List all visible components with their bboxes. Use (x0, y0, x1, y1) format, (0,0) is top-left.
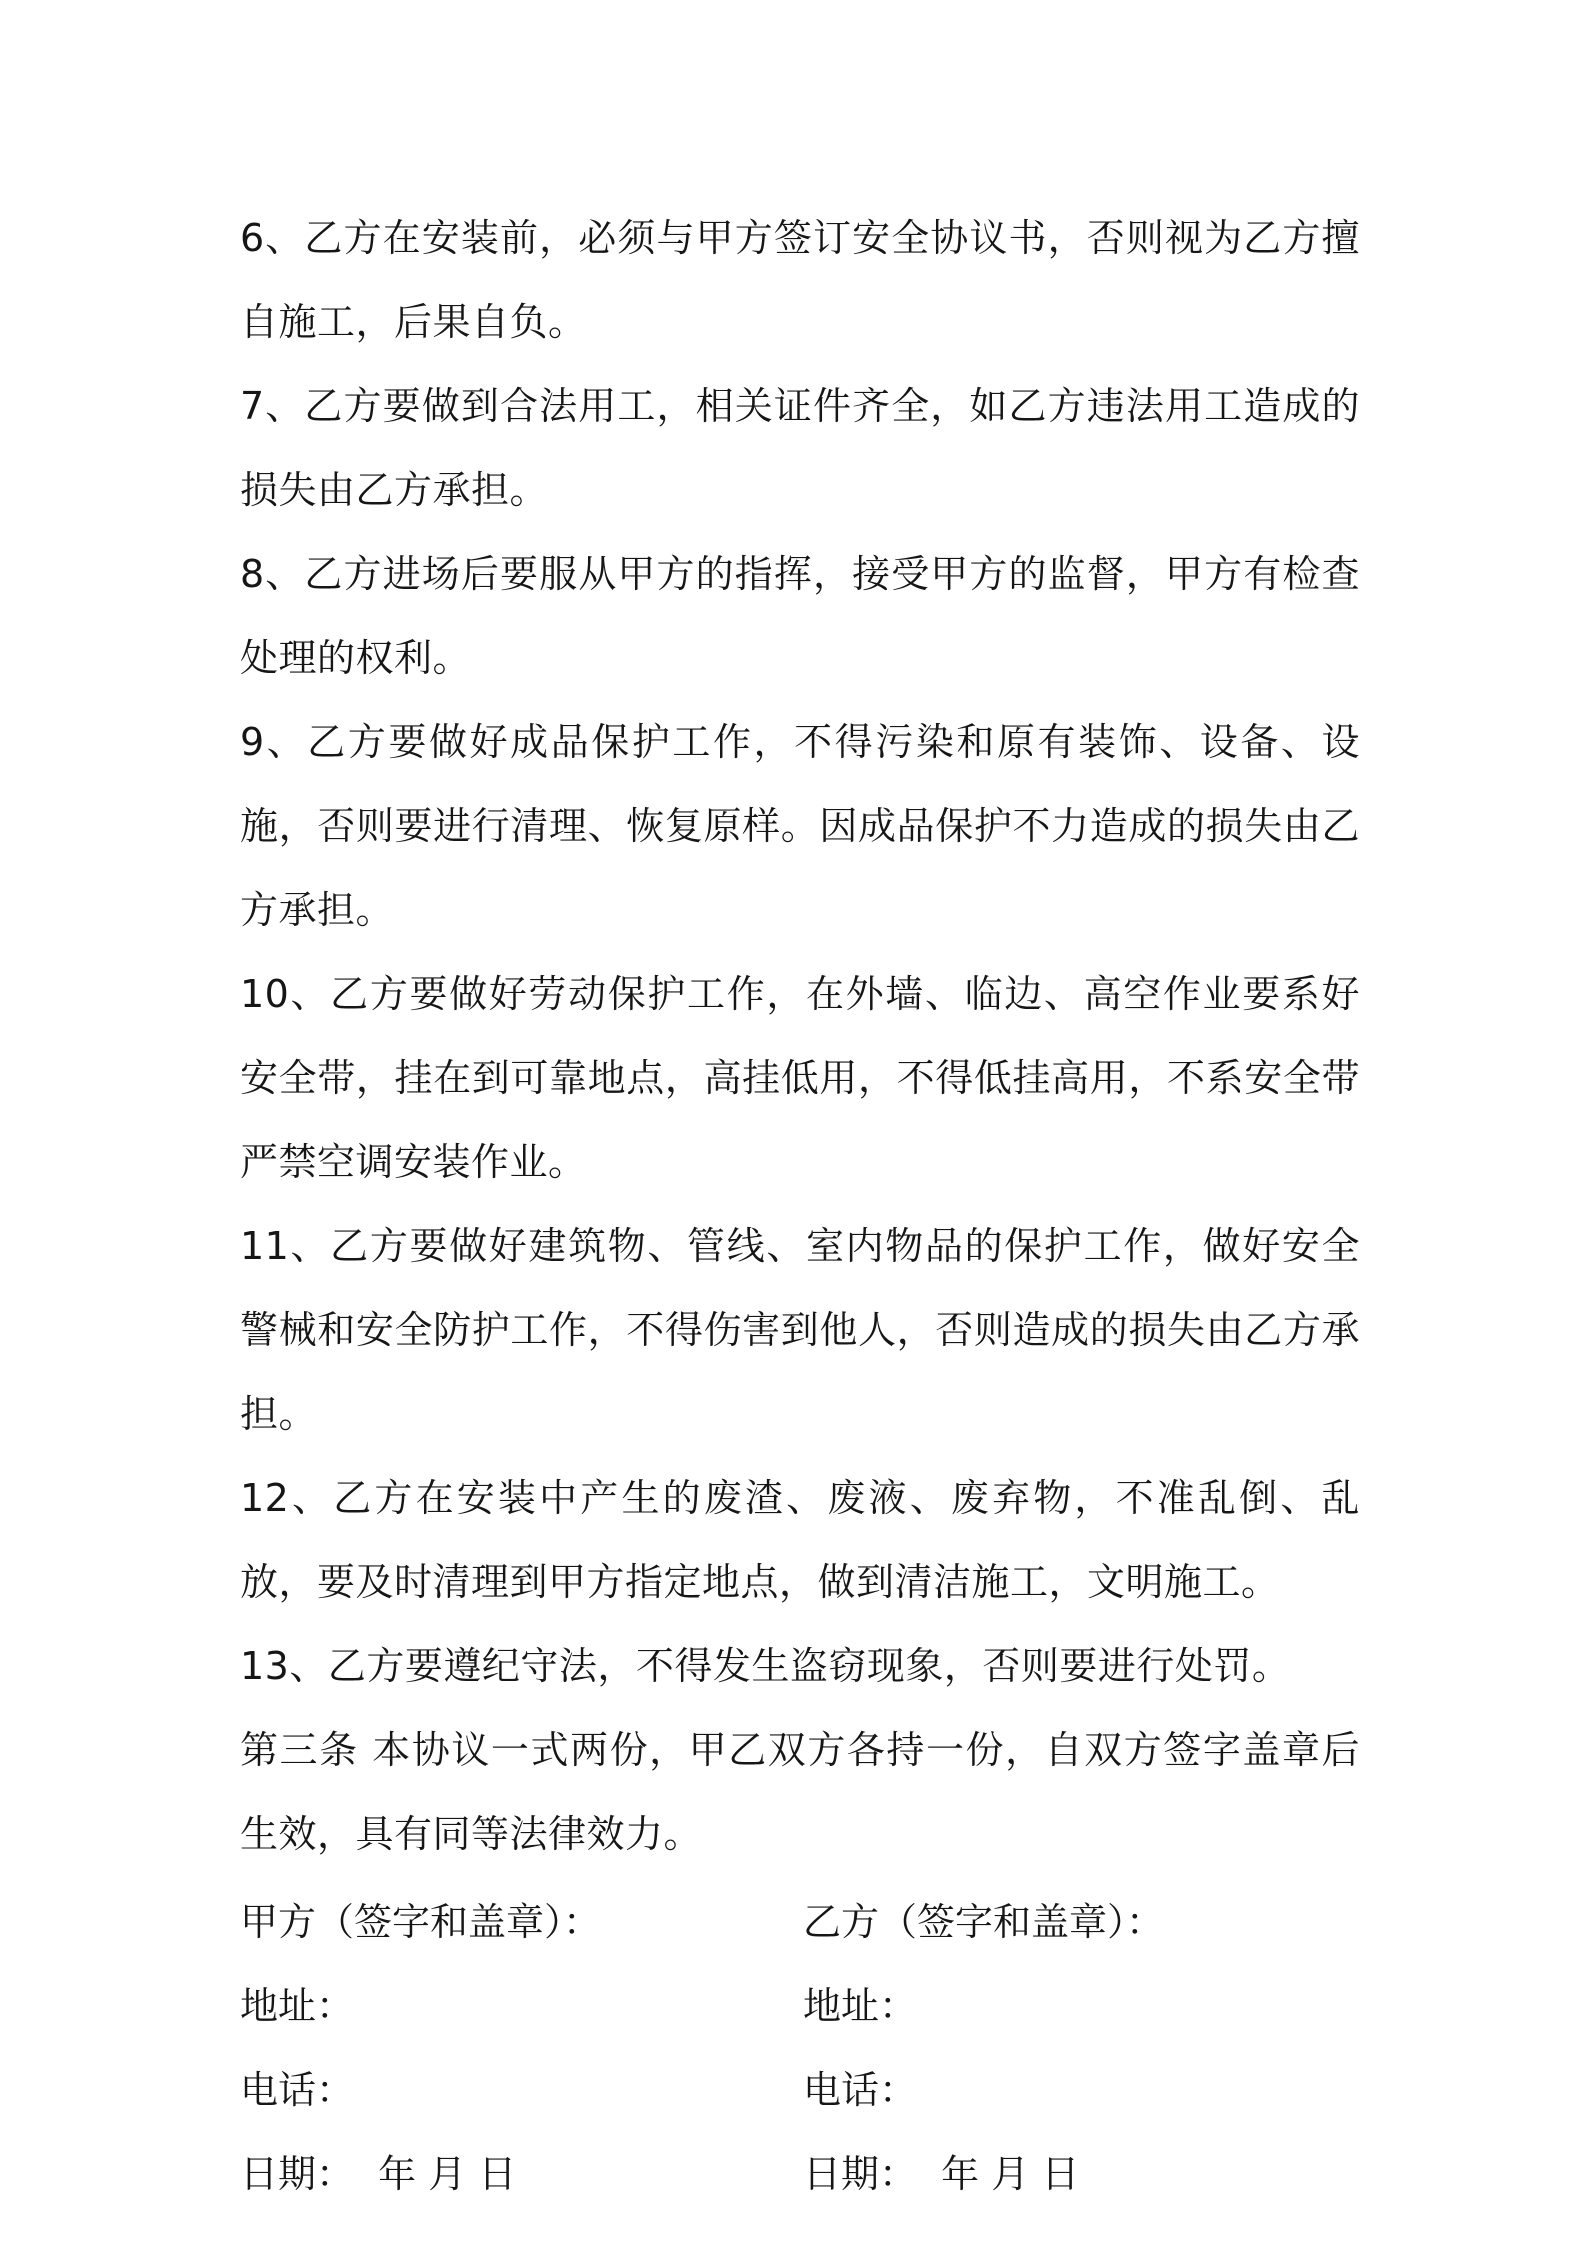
clause-8: 8、乙方进场后要服从甲方的指挥，接受甲方的监督，甲方有检查处理的权利。 (240, 552, 1360, 680)
clause-13: 13、乙方要遵纪守法，不得发生盗窃现象，否则要进行处罚。 (240, 1644, 1291, 1688)
party-a-signature-label: 甲方（签字和盖章）： (240, 1899, 602, 1944)
signature-block (240, 1876, 1360, 2212)
clause-10: 10、乙方要做好劳动保护工作，在外墙、临边、高空作业要系好安全带，挂在到可靠地点，高挂低用，不得低挂高用，不系安全带严禁空调安装作业。 (240, 972, 1360, 1184)
clause-12: 12、乙方在安装中产生的废渣、废液、废弃物，不准乱倒、乱放，要及时清理到甲方指定地点，做到清洁施工，文明施工。 (240, 1476, 1360, 1604)
clause-7: 7、乙方要做到合法用工，相关证件齐全，如乙方违法用工造成的损失由乙方承担。 (240, 384, 1360, 512)
signature-row-title (240, 1876, 1360, 1960)
article-3: 第三条 本协议一式两份，甲乙双方各持一份，自双方签字盖章后生效，具有同等法律效力。 (240, 1728, 1360, 1856)
signature-row-address (240, 1960, 1360, 2044)
party-b-date-label: 日期： 年 月 日 (803, 2151, 1080, 2196)
party-b-signature-label: 乙方（签字和盖章）： (803, 1899, 1165, 1944)
party-b-address-label: 地址： (803, 1983, 918, 2028)
signature-row-date (240, 2128, 1360, 2212)
party-a-address-label: 地址： (240, 1983, 355, 2028)
party-a-date-label: 日期： 年 月 日 (240, 2151, 517, 2196)
signature-row-phone (240, 2044, 1360, 2128)
party-a-phone-label: 电话： (240, 2067, 355, 2112)
clause-11: 11、乙方要做好建筑物、管线、室内物品的保护工作，做好安全警械和安全防护工作，不得伤害到他人，否则造成的损失由乙方承担。 (240, 1224, 1360, 1436)
clause-9: 9、乙方要做好成品保护工作，不得污染和原有装饰、设备、设施，否则要进行清理、恢复原样。因成品保护不力造成的损失由乙方承担。 (240, 720, 1360, 932)
clause-6: 6、乙方在安装前，必须与甲方签订安全协议书，否则视为乙方擅自施工，后果自负。 (240, 216, 1360, 344)
party-b-phone-label: 电话： (803, 2067, 918, 2112)
contract-body (240, 196, 1360, 2212)
